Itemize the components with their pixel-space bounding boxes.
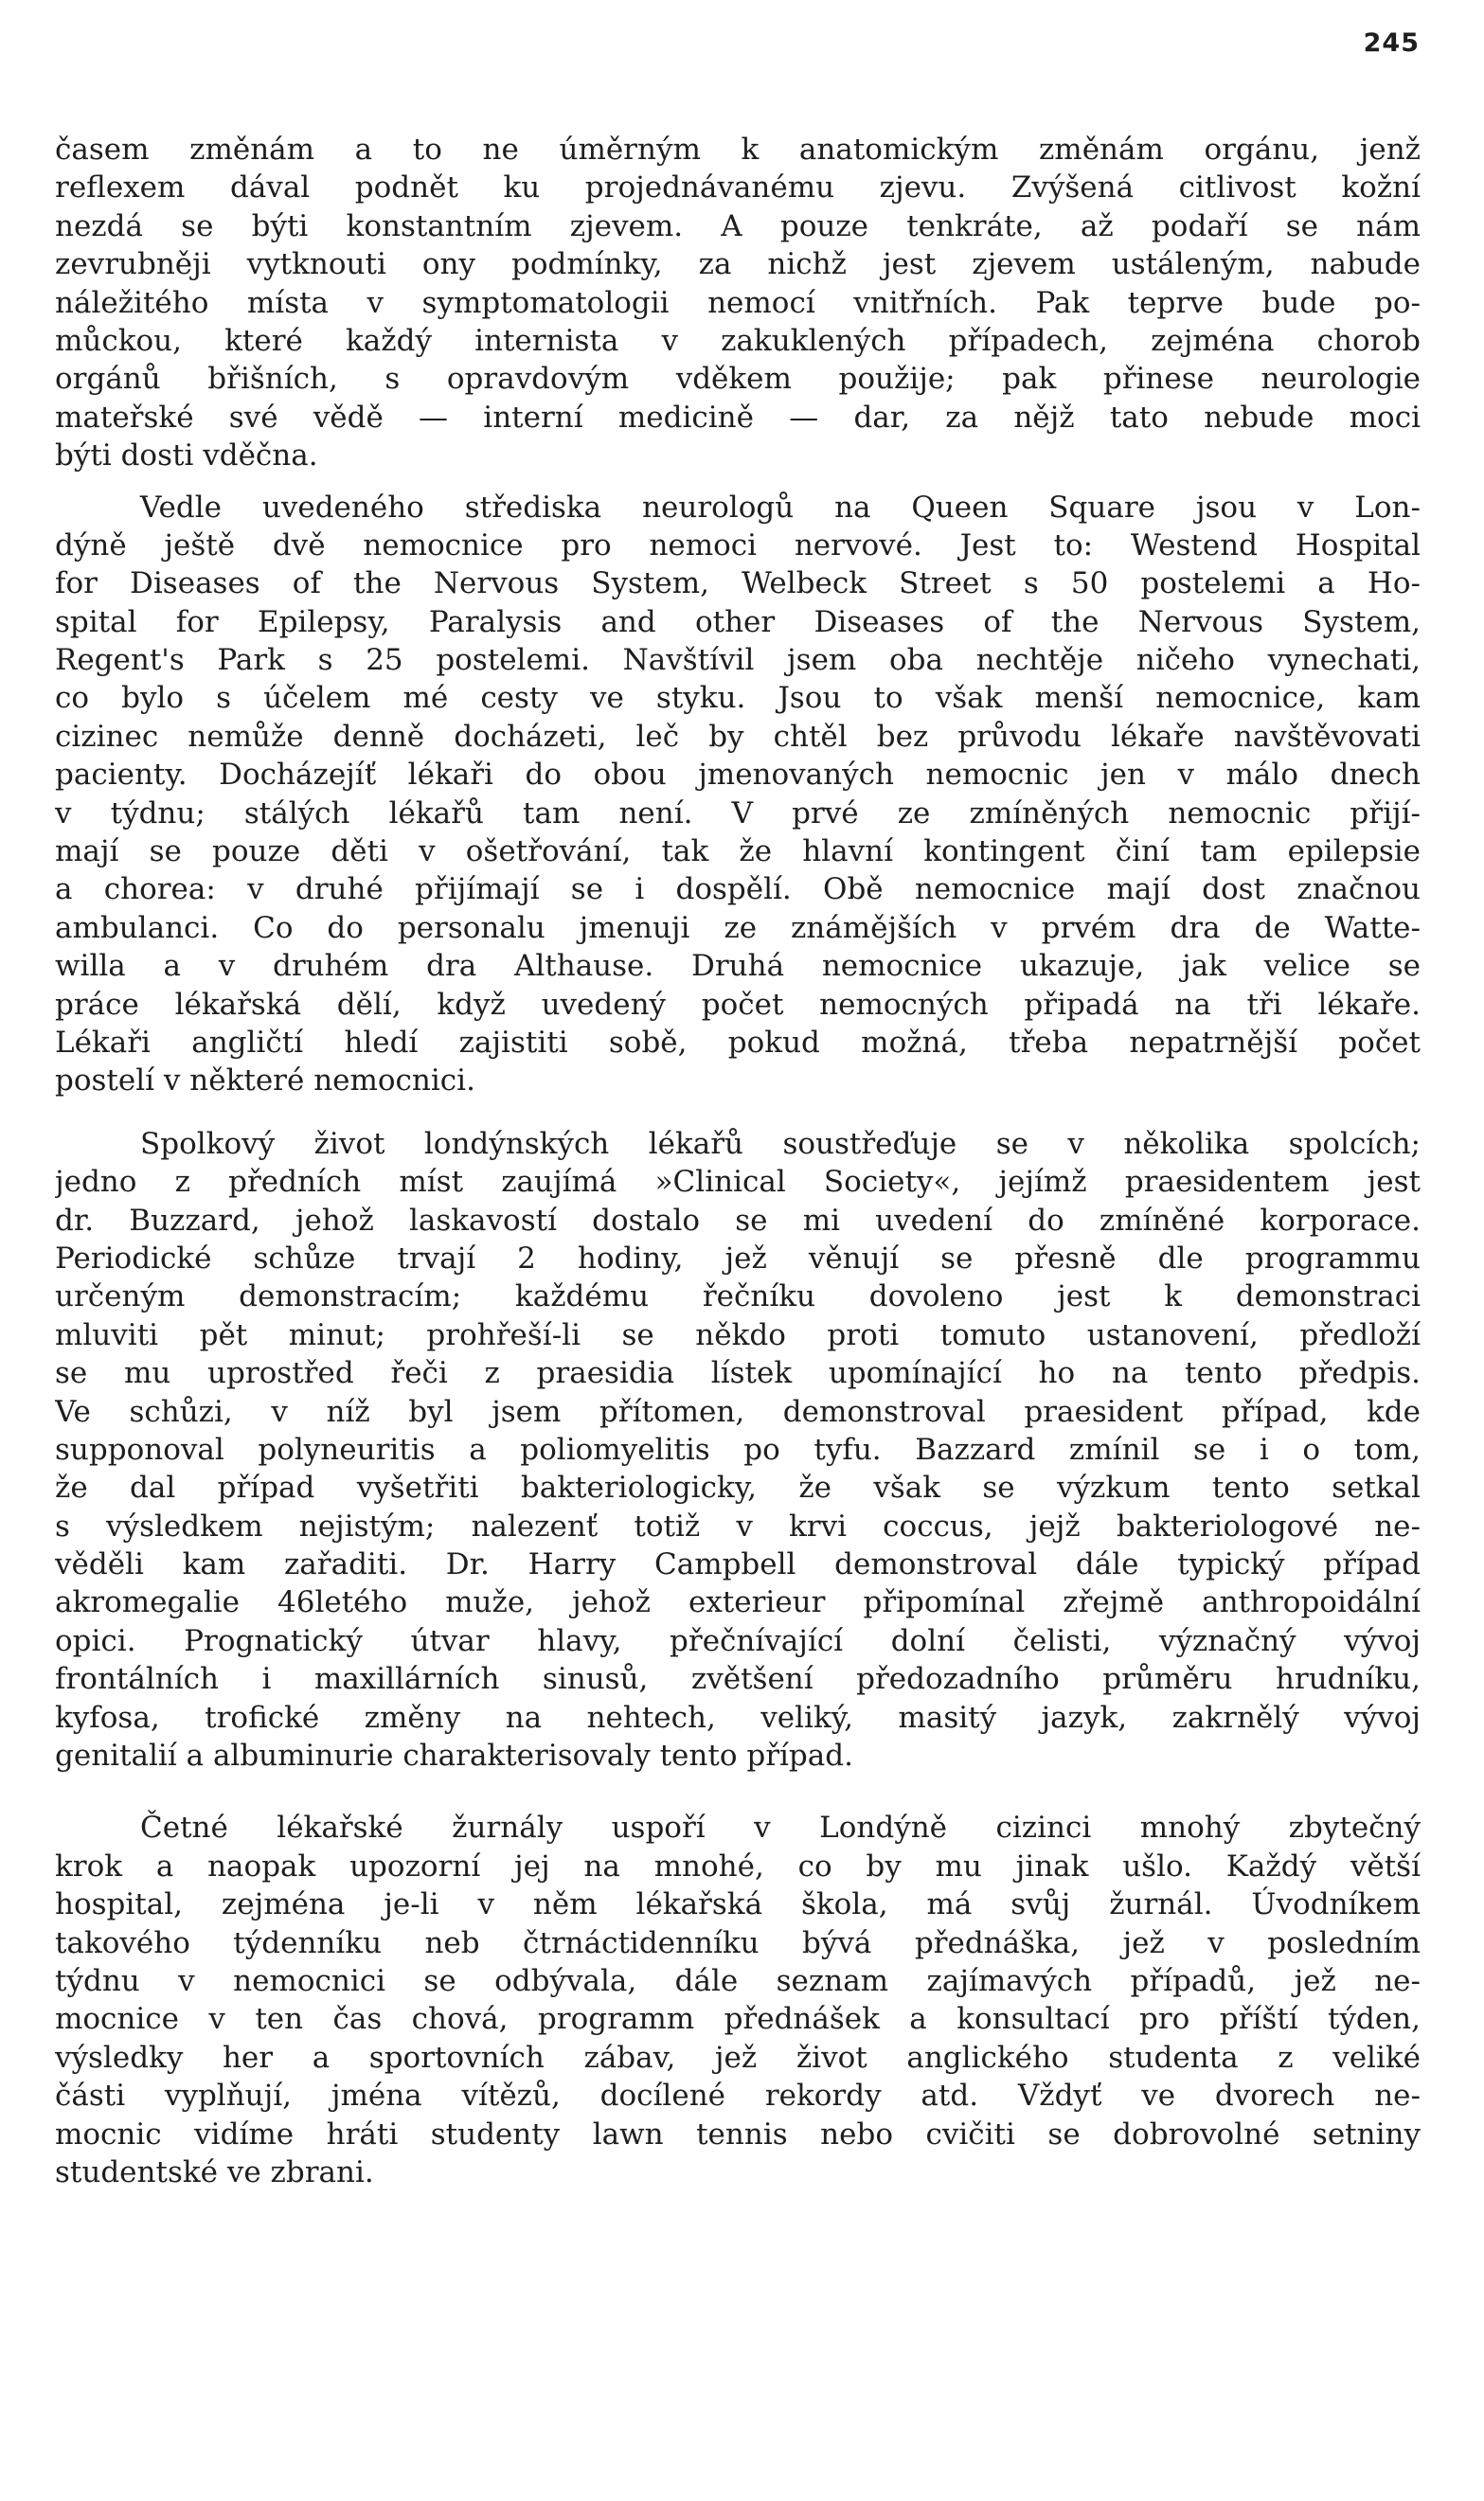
text-line: části vyplňují, jména vítězů, docílené rekordy atd. Vždyť ve dvorech ne- (55, 2079, 1421, 2114)
text-line: co bylo s účelem mé cesty ve styku. Jsou to však menší nemocnice, kam (55, 681, 1421, 716)
text-line: jedno z předních míst zaujímá »Clinical Society«, jejímž praesidentem jest (55, 1165, 1421, 1200)
text-line: a chorea: v druhé přijímají se i dospělí. Obě nemocnice mají dost značnou (55, 872, 1421, 907)
text-line: mocnice v ten čas chová, programm přednášek a konsultací pro příští týden, (55, 2002, 1421, 2037)
text-line: práce lékařská dělí, když uvedený počet nemocných připadá na tři lékaře. (55, 987, 1421, 1022)
text-line: takového týdenníku neb čtrnáctidenníku bývá přednáška, jež v posledním (55, 1925, 1421, 1960)
text-line: že dal případ vyšetřiti bakteriologicky, že však se výzkum tento setkal (55, 1471, 1421, 1506)
text-line: určeným demonstracím; každému řečníku dovoleno jest k demonstraci (55, 1279, 1421, 1314)
text-line: frontálních i maxillárních sinusů, zvětšení předozadního průměru hrudníku, (55, 1662, 1421, 1697)
paragraph (55, 489, 1421, 1100)
text-line: Spolkový život londýnských lékařů soustřeďuje se v několika spolcích; (140, 1126, 1421, 1161)
text-line: pacienty. Docházejíť lékaři do obou jmenovaných nemocnic jen v málo dnech (55, 758, 1421, 793)
paragraph (55, 1809, 1421, 2191)
text-line: můckou, které každý internista v zakuklených případech, zejména chorob (55, 323, 1421, 358)
text-line: supponoval polyneuritis a poliomyelitis po tyfu. Bazzard zmínil se i o tom, (55, 1432, 1421, 1467)
text-line: časem změnám a to ne úměrným k anatomickým změnám orgánu, jenž (55, 133, 1421, 167)
text-line: cizinec nemůže denně docházeti, leč by chtěl bez průvodu lékaře navštěvovati (55, 719, 1421, 754)
text-line: se mu uprostřed řeči z praesidia lístek upomínající ho na tento předpis. (55, 1356, 1421, 1391)
text-line: náležitého místa v symptomatologii nemocí vnitřních. Pak teprve bude po- (55, 285, 1421, 320)
text-line: týdnu v nemocnici se odbývala, dále seznam zajímavých případů, jež ne- (55, 1963, 1421, 1998)
text-line: hospital, zejména je-li v něm lékařská škola, má svůj žurnál. Úvodníkem (55, 1887, 1421, 1922)
page-number: 245 (1363, 28, 1420, 58)
text-line: krok a naopak upozorní jej na mnohé, co by mu jinak ušlo. Každý větší (55, 1849, 1421, 1884)
text-line: kyfosa, trofické změny na nehtech, veliký, masitý jazyk, zakrnělý vývoj (55, 1700, 1421, 1735)
text-line: v týdnu; stálých lékařů tam není. V prvé ze zmíněných nemocnic přijí- (55, 795, 1421, 831)
paragraph (55, 131, 1421, 475)
text-line: Ve schůzi, v níž byl jsem přítomen, demonstroval praesident případ, kde (55, 1394, 1421, 1429)
text-line: býti dosti vděčna. (55, 438, 318, 473)
text-line: akromegalie 46letého muže, jehož exterieur připomínal zřejmě anthropoidální (55, 1585, 1421, 1620)
text-line: s výsledkem nejistým; nalezenť totiž v krvi coccus, jejž bakteriologové ne- (55, 1509, 1421, 1544)
text-line: studentské ve zbrani. (55, 2154, 374, 2189)
text-line: willa a v druhém dra Althause. Druhá nemocnice ukazuje, jak velice se (55, 949, 1421, 984)
text-line: Periodické schůze trvají 2 hodiny, jež věnují se přesně dle programmu (55, 1241, 1421, 1276)
text-line: postelí v některé nemocnici. (55, 1063, 475, 1099)
paragraph (55, 1125, 1421, 1776)
text-line: genitalií a albuminurie charakterisovaly tento případ. (55, 1739, 853, 1774)
text-line: mluviti pět minut; prohřeší-li se někdo proti tomuto ustanovení, předloží (55, 1317, 1421, 1352)
text-line: for Diseases of the Nervous System, Welbeck Street s 50 postelemi a Ho- (55, 566, 1421, 601)
text-line: reflexem dával podnět ku projednávanému zjevu. Zvýšená citlivost kožní (55, 170, 1421, 205)
text-line: orgánů břišních, s opravdovým vděkem použije; pak přinese neurologie (55, 362, 1421, 397)
text-line: zevrubněji vytknouti ony podmínky, za nichž jest zjevem ustáleným, nabude (55, 247, 1421, 282)
text-line: ambulanci. Co do personalu jmenuji ze známějších v prvém dra de Watte- (55, 910, 1421, 945)
page-text (55, 131, 1421, 2205)
text-line: spital for Epilepsy, Paralysis and other Diseases of the Nervous System, (55, 604, 1421, 639)
text-line: Četné lékařské žurnály uspoří v Londýně cizinci mnohý zbytečný (140, 1811, 1421, 1846)
text-line: nezdá se býti konstantním zjevem. A pouze tenkráte, až podaří se nám (55, 208, 1421, 243)
text-line: mateřské své vědě — interní medicině — dar, za nějž tato nebude moci (55, 400, 1421, 435)
text-line: věděli kam zařaditi. Dr. Harry Campbell demonstroval dále typický případ (55, 1547, 1421, 1582)
text-line: Regent's Park s 25 postelemi. Navštívil jsem oba nechtěje ničeho vynechati, (55, 643, 1421, 678)
text-line: dr. Buzzard, jehož laskavostí dostalo se mi uvedení do zmíněné korporace. (55, 1203, 1421, 1238)
text-line: mocnic vidíme hráti studenty lawn tennis nebo cvičiti se dobrovolné setniny (55, 2117, 1421, 2152)
text-line: dýně ještě dvě nemocnice pro nemoci nervové. Jest to: Westend Hospital (55, 527, 1421, 563)
text-line: Lékaři angličtí hledí zajistiti sobě, pokud možná, třeba nepatrnější počet (55, 1025, 1421, 1060)
text-line: opici. Prognatický útvar hlavy, přečnívající dolní čelisti, význačný vývoj (55, 1623, 1421, 1658)
text-line: výsledky her a sportovních zábav, jež život anglického studenta z veliké (55, 2040, 1421, 2075)
text-line: mají se pouze děti v ošetřování, tak že hlavní kontingent činí tam epilepsie (55, 834, 1421, 869)
text-line: Vedle uvedeného střediska neurologů na Queen Square jsou v Lon- (140, 490, 1421, 525)
